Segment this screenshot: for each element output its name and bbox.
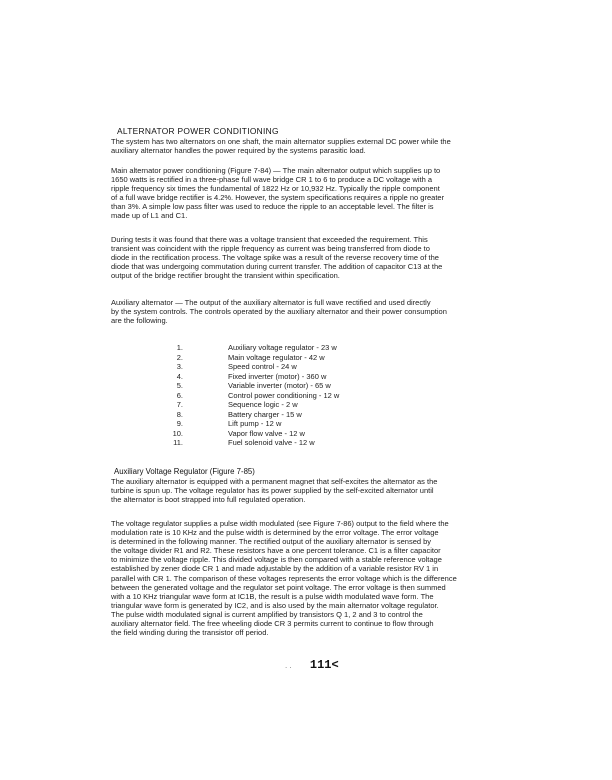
text-line: auxiliary alternator field. The free wheeling diode CR 3 permits current to continue to flow through xyxy=(111,619,434,629)
list-item-text: Auxiliary voltage regulator - 23 w xyxy=(228,343,337,352)
scan-marks: .. xyxy=(285,661,294,670)
text-line: During tests it was found that there was a voltage transient that exceeded the requirement. This xyxy=(111,235,428,244)
text-line: diode in the rectification process. The voltage spike was a result of the reverse recovery time of the xyxy=(111,253,439,263)
text-line: to minimize the voltage ripple. This divided voltage is then compared with a stable reference voltage xyxy=(111,555,442,565)
regulator-intro-paragraph xyxy=(111,477,511,504)
text-line: The system has two alternators on one shaft, the main alternator supplies external DC power while the xyxy=(111,137,451,146)
text-line: established by zener diode CR 1 and made adjustable by the addition of a variable resistor RV 1 in xyxy=(111,564,439,574)
text-line: the voltage divider R1 and R2. These resistors have a one percent tolerance. C1 is a filter capacitor xyxy=(111,546,441,556)
auxiliary-paragraph xyxy=(111,298,511,325)
list-item-text: Sequence logic - 2 w xyxy=(228,400,298,409)
text-line: the alternator is boot strapped into full regulated operation. xyxy=(111,495,306,505)
text-line: than 3%. A simple low pass filter was used to reduce the ripple to an acceptable level. The filter is xyxy=(111,202,434,212)
list-item-number: 1. xyxy=(176,343,183,352)
text-line: by the system controls. The controls operated by the auxiliary alternator and their power consumption xyxy=(111,307,447,317)
text-line: parallel with CR 1. The comparison of these voltages represents the error voltage which is the difference xyxy=(111,573,457,583)
text-line: Auxiliary alternator — The output of the auxiliary alternator is full wave rectified and used directly xyxy=(111,298,431,307)
text-line: modulation rate is 10 KHz and the pulse width is determined by the error voltage. The error voltage xyxy=(111,528,439,538)
text-line: diode that was undergoing commutation during current transfer. The addition of capacitor C13 at the xyxy=(111,262,443,272)
main-alternator-paragraph xyxy=(111,166,511,221)
list-item-text: Battery charger - 15 w xyxy=(228,409,302,419)
list-item-text: Variable inverter (motor) - 65 w xyxy=(228,381,331,390)
tests-paragraph xyxy=(111,235,511,280)
text-line: between the generated voltage and the regulator set point voltage. The error voltage is then summed xyxy=(111,582,446,592)
text-line: The voltage regulator supplies a pulse width modulated (see Figure 7-86) output to the field where the xyxy=(111,519,449,528)
page-number: 111< xyxy=(309,658,339,672)
text-line: the field winding during the transistor off period. xyxy=(111,628,269,638)
text-line: triangular wave form is generated by IC2, and is also used by the main alternator voltage regulator. xyxy=(111,600,439,610)
regulator-body-paragraph xyxy=(111,519,511,637)
section-title: ALTERNATOR POWER CONDITIONING xyxy=(117,126,279,136)
list-item-number: 10. xyxy=(172,428,183,438)
text-line: ripple frequency six times the fundamental of 1822 Hz or 10,932 Hz. Typically the ripple component xyxy=(111,184,440,194)
list-item-number: 3. xyxy=(176,362,183,371)
list-item-number: 5. xyxy=(176,381,183,390)
list-item-number: 9. xyxy=(176,419,183,428)
list-item-text: Control power conditioning - 12 w xyxy=(228,390,340,400)
page-footer xyxy=(285,655,339,673)
list-item-text: Main voltage regulator - 42 w xyxy=(228,352,325,362)
text-line: auxiliary alternator handles the power required by the systems parasitic load. xyxy=(111,146,366,156)
text-line: transient was coincident with the ripple frequency as current was being transferred from diode to xyxy=(111,244,430,254)
list-item-text: Fixed inverter (motor) - 360 w xyxy=(228,371,327,381)
regulator-heading: Auxiliary Voltage Regulator (Figure 7-85) xyxy=(114,467,255,476)
list-item-number: 2. xyxy=(176,352,183,362)
text-line: The pulse width modulated signal is current amplified by transistors Q 1, 2 and 3 to control the xyxy=(111,609,423,619)
list-item-text: Vapor flow valve - 12 w xyxy=(228,428,305,438)
text-line: is determined in the following manner. The rectified output of the auxiliary alternator is sensed by xyxy=(111,537,432,547)
list-item-text: Fuel solenoid valve - 12 w xyxy=(228,438,315,447)
text-line: turbine is spun up. The voltage regulator has its power supplied by the self-excited alternator until xyxy=(111,486,434,496)
text-line: with a 10 KHz triangular wave form at IC1B, the result is a pulse width modulated wave form. The xyxy=(111,591,434,601)
list-item-number: 4. xyxy=(176,371,183,381)
list-item-number: 8. xyxy=(176,409,183,419)
text-line: of a full wave bridge rectifier is 4.2%. However, the system specifications requires a ripple no greater xyxy=(111,193,445,203)
text-line: are the following. xyxy=(111,316,168,326)
text-line: The auxiliary alternator is equipped with a permanent magnet that self-excites the alternator as the xyxy=(111,477,438,486)
list-item-number: 11. xyxy=(173,438,183,447)
list-item-number: 6. xyxy=(176,390,183,400)
text-line: output of the bridge rectifier brought the transient within specification. xyxy=(111,271,340,281)
text-line: made up of L1 and C1. xyxy=(111,211,188,221)
intro-paragraph xyxy=(111,137,511,155)
text-line: 1650 watts is rectified in a three-phase full wave bridge CR 1 to 6 to produce a DC voltage with a xyxy=(111,175,433,185)
list-item-text: Lift pump - 12 w xyxy=(228,419,282,428)
list-item-text: Speed control - 24 w xyxy=(228,362,297,371)
list-item-number: 7. xyxy=(176,400,183,409)
text-line: Main alternator power conditioning (Figure 7-84) — The main alternator output which supplies up to xyxy=(111,166,441,175)
